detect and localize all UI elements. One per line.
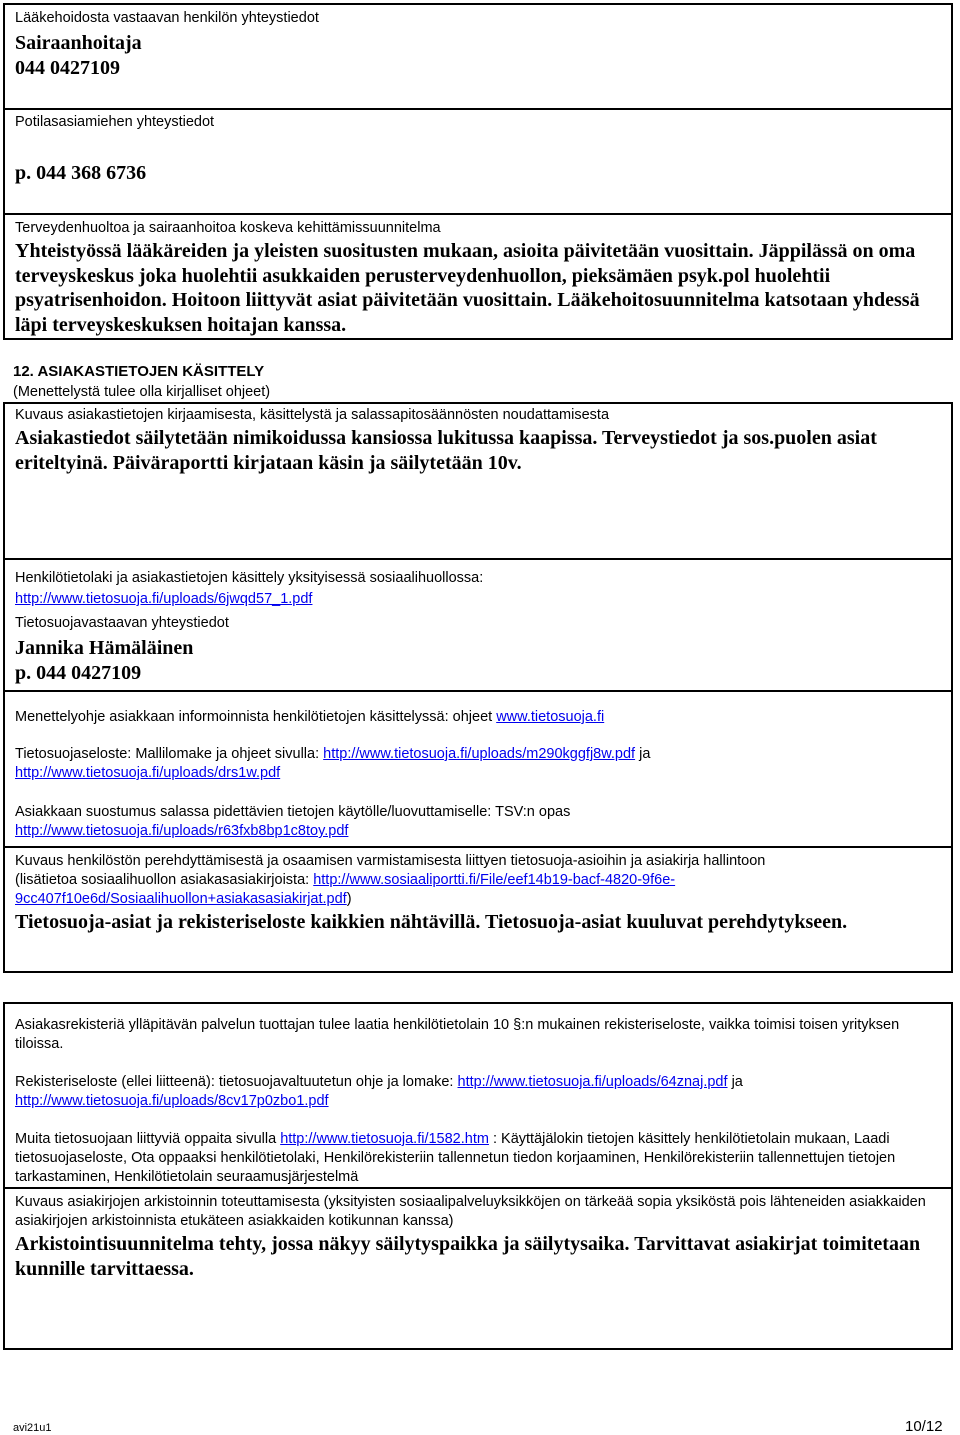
statement-link-1[interactable]: http://www.tietosuoja.fi/uploads/m290kggfj8w.pdf xyxy=(323,746,636,762)
register-intro: Asiakasrekisteriä ylläpitävän palvelun tuottajan tulee laatia henkilötietolain 10 §:n mukainen rekisteriseloste, vaikka toimisi toisen yrityksen tiloissa. xyxy=(15,1017,900,1052)
sosiaaliportti-link-b[interactable]: 9cc407f10e6d/Sosiaalihuollon+asiakasasiakirjat.pdf xyxy=(15,891,347,907)
procedure-text: Menettelyohje asiakkaan informoinnista henkilötietojen käsittelyssä: ohjeet xyxy=(15,709,493,725)
archive-answer: Arkistointisuunnitelma tehty, jossa näkyy säilytyspaikka ja säilytysaika. Tarvittavat asiakirjat toimitetaan kunnille tarvittaessa. xyxy=(15,1233,921,1280)
other-guides-list: : Käyttäjälokin tietojen käsittely henkilötietolain mukaan, Laadi tietosuojaseloste, Ota oppaaksi henkilötietolaki, Henkilörekisteriin tallennetun tiedon korjaaminen, Henkilörekisteriin tallennettujen tietojen tarkastaminen, Henkilötietolain seuraamusjärjestelmä xyxy=(15,1131,896,1185)
register-form-link-1[interactable]: http://www.tietosuoja.fi/uploads/64znaj.pdf xyxy=(457,1074,728,1090)
training-answer: Tietosuoja-asiat ja rekisteriseloste kaikkien nähtävillä. Tietosuoja-asiat kuuluvat perehdytykseen. xyxy=(15,911,848,933)
section-subtitle: (Menettelystä tulee olla kirjalliset ohjeet) xyxy=(13,384,271,400)
health-plan-label: Terveydenhuoltoa ja sairaanhoitoa koskeva kehittämissuunnitelma xyxy=(15,220,441,236)
statement-and: ja xyxy=(639,746,651,762)
training-close: ) xyxy=(346,891,352,907)
ombudsman-phone: p. 044 368 6736 xyxy=(15,162,147,184)
privacy-contact-label: Tietosuojavastaavan yhteystiedot xyxy=(15,615,229,631)
training-text-2: (lisätietoa sosiaalihuollon asiakasasiakirjoista: xyxy=(15,872,310,888)
footer-code: avi21u1 xyxy=(13,1422,52,1434)
statement-line xyxy=(15,745,650,764)
training-line xyxy=(15,871,675,890)
register-form-link-2[interactable]: http://www.tietosuoja.fi/uploads/8cv17p0zbo1.pdf xyxy=(15,1093,329,1109)
other-guides-intro: Muita tietosuojaan liittyviä oppaita sivulla xyxy=(15,1131,277,1147)
privacy-law-text: Henkilötietolaki ja asiakastietojen käsittely yksityisessä sosiaalihuollossa: xyxy=(15,570,484,586)
statement-link-2[interactable]: http://www.tietosuoja.fi/uploads/drs1w.pdf xyxy=(15,765,281,781)
statement-text: Tietosuojaseloste: Mallilomake ja ohjeet sivulla: xyxy=(15,746,320,762)
privacy-guides-box xyxy=(3,690,953,973)
register-form-text: Rekisteriseloste (ellei liitteenä): tietosuojavaltuutetun ohje ja lomake: xyxy=(15,1074,454,1090)
privacy-contact-box xyxy=(3,558,953,692)
medication-contact-phone: 044 0427109 xyxy=(15,57,120,79)
page-number: 10/12 xyxy=(905,1418,943,1435)
register-form-and: ja xyxy=(731,1074,743,1090)
divider xyxy=(3,1187,953,1189)
other-guides-text xyxy=(15,1130,935,1187)
register-form-line xyxy=(15,1073,743,1092)
other-guides-link[interactable]: http://www.tietosuoja.fi/1582.htm xyxy=(280,1131,489,1147)
records-handling-box xyxy=(3,402,953,560)
archive-label: Kuvaus asiakirjojen arkistoinnin toteuttamisesta (yksityisten sosiaalipalveluyksikköjen on tärkeää sopia yksiköstä pois lähteneiden asiakkaiden asiakirjojen arkistoinnista etukäteen asiakkaiden kotikunnan kanssa) xyxy=(15,1194,926,1229)
records-handling-label: Kuvaus asiakastietojen kirjaamisesta, käsittelystä ja salassapitosäännösten noudattamisesta xyxy=(15,407,610,423)
procedure-link[interactable]: www.tietosuoja.fi xyxy=(496,709,605,725)
medication-contact-label: Lääkehoidosta vastaavan henkilön yhteystiedot xyxy=(15,10,319,26)
divider xyxy=(3,108,953,110)
privacy-contact-name: Jannika Hämäläinen xyxy=(15,637,194,659)
procedure-line xyxy=(15,708,604,727)
consent-text: Asiakkaan suostumus salassa pidettävien tietojen käytölle/luovuttamiselle: TSV:n opas xyxy=(15,804,571,820)
section-heading: 12. ASIAKASTIETOJEN KÄSITTELY xyxy=(13,363,265,380)
divider xyxy=(3,213,953,215)
medication-contact-name: Sairaanhoitaja xyxy=(15,32,142,54)
consent-link[interactable]: http://www.tietosuoja.fi/uploads/r63fxb8bp1c8toy.pdf xyxy=(15,823,349,839)
sosiaaliportti-link-a[interactable]: http://www.sosiaaliportti.fi/File/eef14b19-bacf-4820-9f6e- xyxy=(313,872,676,888)
divider xyxy=(3,846,953,848)
ombudsman-label: Potilasasiamiehen yhteystiedot xyxy=(15,114,215,130)
records-handling-text: Asiakastiedot säilytetään nimikoidussa kansiossa lukitussa kaapissa. Terveystiedot ja sos.puolen asiat eriteltyinä. Päiväraportti kirjataan käsin ja säilytetään 10v. xyxy=(15,427,877,474)
privacy-contact-phone: p. 044 0427109 xyxy=(15,662,142,684)
privacy-law-link[interactable]: http://www.tietosuoja.fi/uploads/6jwqd57_1.pdf xyxy=(15,591,313,607)
health-plan-text: Yhteistyössä lääkäreiden ja yleisten suositusten mukaan, asioita päivitetään vuosittain. Jäppilässä on oma terveyskeskus joka huolehtii asukkaiden perusterveydenhuollon, pieksämäen psyk.pol huolehtii psyatrisenhoidon. Hoitoon liittyvät asiat päivitetään vuosittain. Lääkehoitosuunnitelma katsotaan yhdessä läpi terveyskeskuksen hoitajan kanssa. xyxy=(15,240,920,336)
contact-section xyxy=(3,3,953,340)
training-text: Kuvaus henkilöstön perehdyttämisestä ja osaamisen varmistamisesta liittyen tietosuoja-asioihin ja asiakirja hallintoon xyxy=(15,853,766,869)
register-box xyxy=(3,1002,953,1350)
